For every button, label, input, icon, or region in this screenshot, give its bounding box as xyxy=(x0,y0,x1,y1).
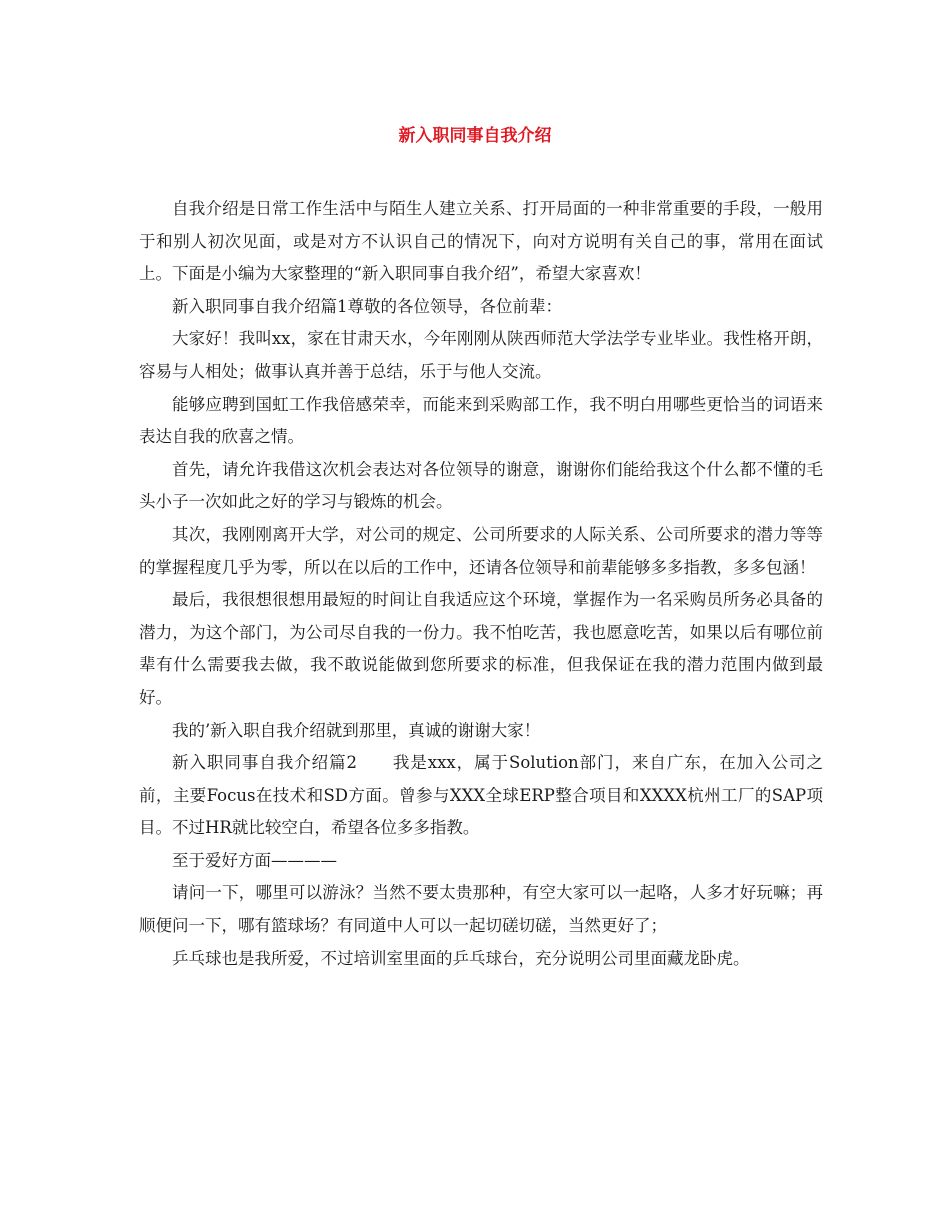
paragraph: 能够应聘到国虹工作我倍感荣幸，而能来到采购部工作，我不明白用哪些更恰当的词语来表达自我的欣喜之情。 xyxy=(139,394,823,447)
document-body xyxy=(139,193,823,975)
document-title: 新入职同事自我介绍 xyxy=(398,126,552,146)
paragraph: 首先，请允许我借这次机会表达对各位领导的谢意，谢谢你们能给我这个什么都不懂的毛头小子一次如此之好的学习与锻炼的机会。 xyxy=(139,459,823,512)
paragraph: 至于爱好方面———— xyxy=(172,850,337,870)
paragraph: 新入职同事自我介绍篇1尊敬的各位领导，各位前辈： xyxy=(172,296,562,316)
paragraph: 新入职同事自我介绍篇2 我是xxx，属于Solution部门，来自广东，在加入公司之前，主要Focus在技术和SD方面。曾参与XXX全球ERP整合项目和XXXX杭州工厂的SAP项目。不过HR就比较空白，希望各位多多指教。 xyxy=(139,753,823,838)
paragraph: 我的’新入职自我介绍就到那里，真诚的谢谢大家！ xyxy=(172,720,541,740)
paragraph: 最后，我很想很想用最短的时间让自我适应这个环境，掌握作为一名采购员所务必具备的潜力，为这个部门，为公司尽自我的一份力。我不怕吃苦，我也愿意吃苦，如果以后有哪位前辈有什么需要我去做，我不敢说能做到您所要求的标准，但我保证在我的潜力范围内做到最好。 xyxy=(139,590,823,707)
paragraph: 请问一下，哪里可以游泳？当然不要太贵那种，有空大家可以一起咯，人多才好玩嘛；再顺便问一下，哪有篮球场？有同道中人可以一起切磋切磋，当然更好了； xyxy=(139,883,823,936)
paragraph: 乒乓球也是我所爱，不过培训室里面的乒乓球台，充分说明公司里面藏龙卧虎。 xyxy=(172,948,750,968)
paragraph: 大家好！我叫xx，家在甘肃天水，今年刚刚从陕西师范大学法学专业毕业。我性格开朗，容易与人相处；做事认真并善于总结，乐于与他人交流。 xyxy=(139,329,823,381)
paragraph: 其次，我刚刚离开大学，对公司的规定、公司所要求的人际关系、公司所要求的潜力等等的掌握程度几乎为零，所以在以后的工作中，还请各位领导和前辈能够多多指教，多多包涵！ xyxy=(139,524,823,577)
paragraph: 自我介绍是日常工作生活中与陌生人建立关系、打开局面的一种非常重要的手段，一般用于和别人初次见面，或是对方不认识自己的情况下，向对方说明有关自己的事，常用在面试上。下面是小编为大家整理的“新入职同事自我介绍”，希望大家喜欢！ xyxy=(139,199,823,284)
